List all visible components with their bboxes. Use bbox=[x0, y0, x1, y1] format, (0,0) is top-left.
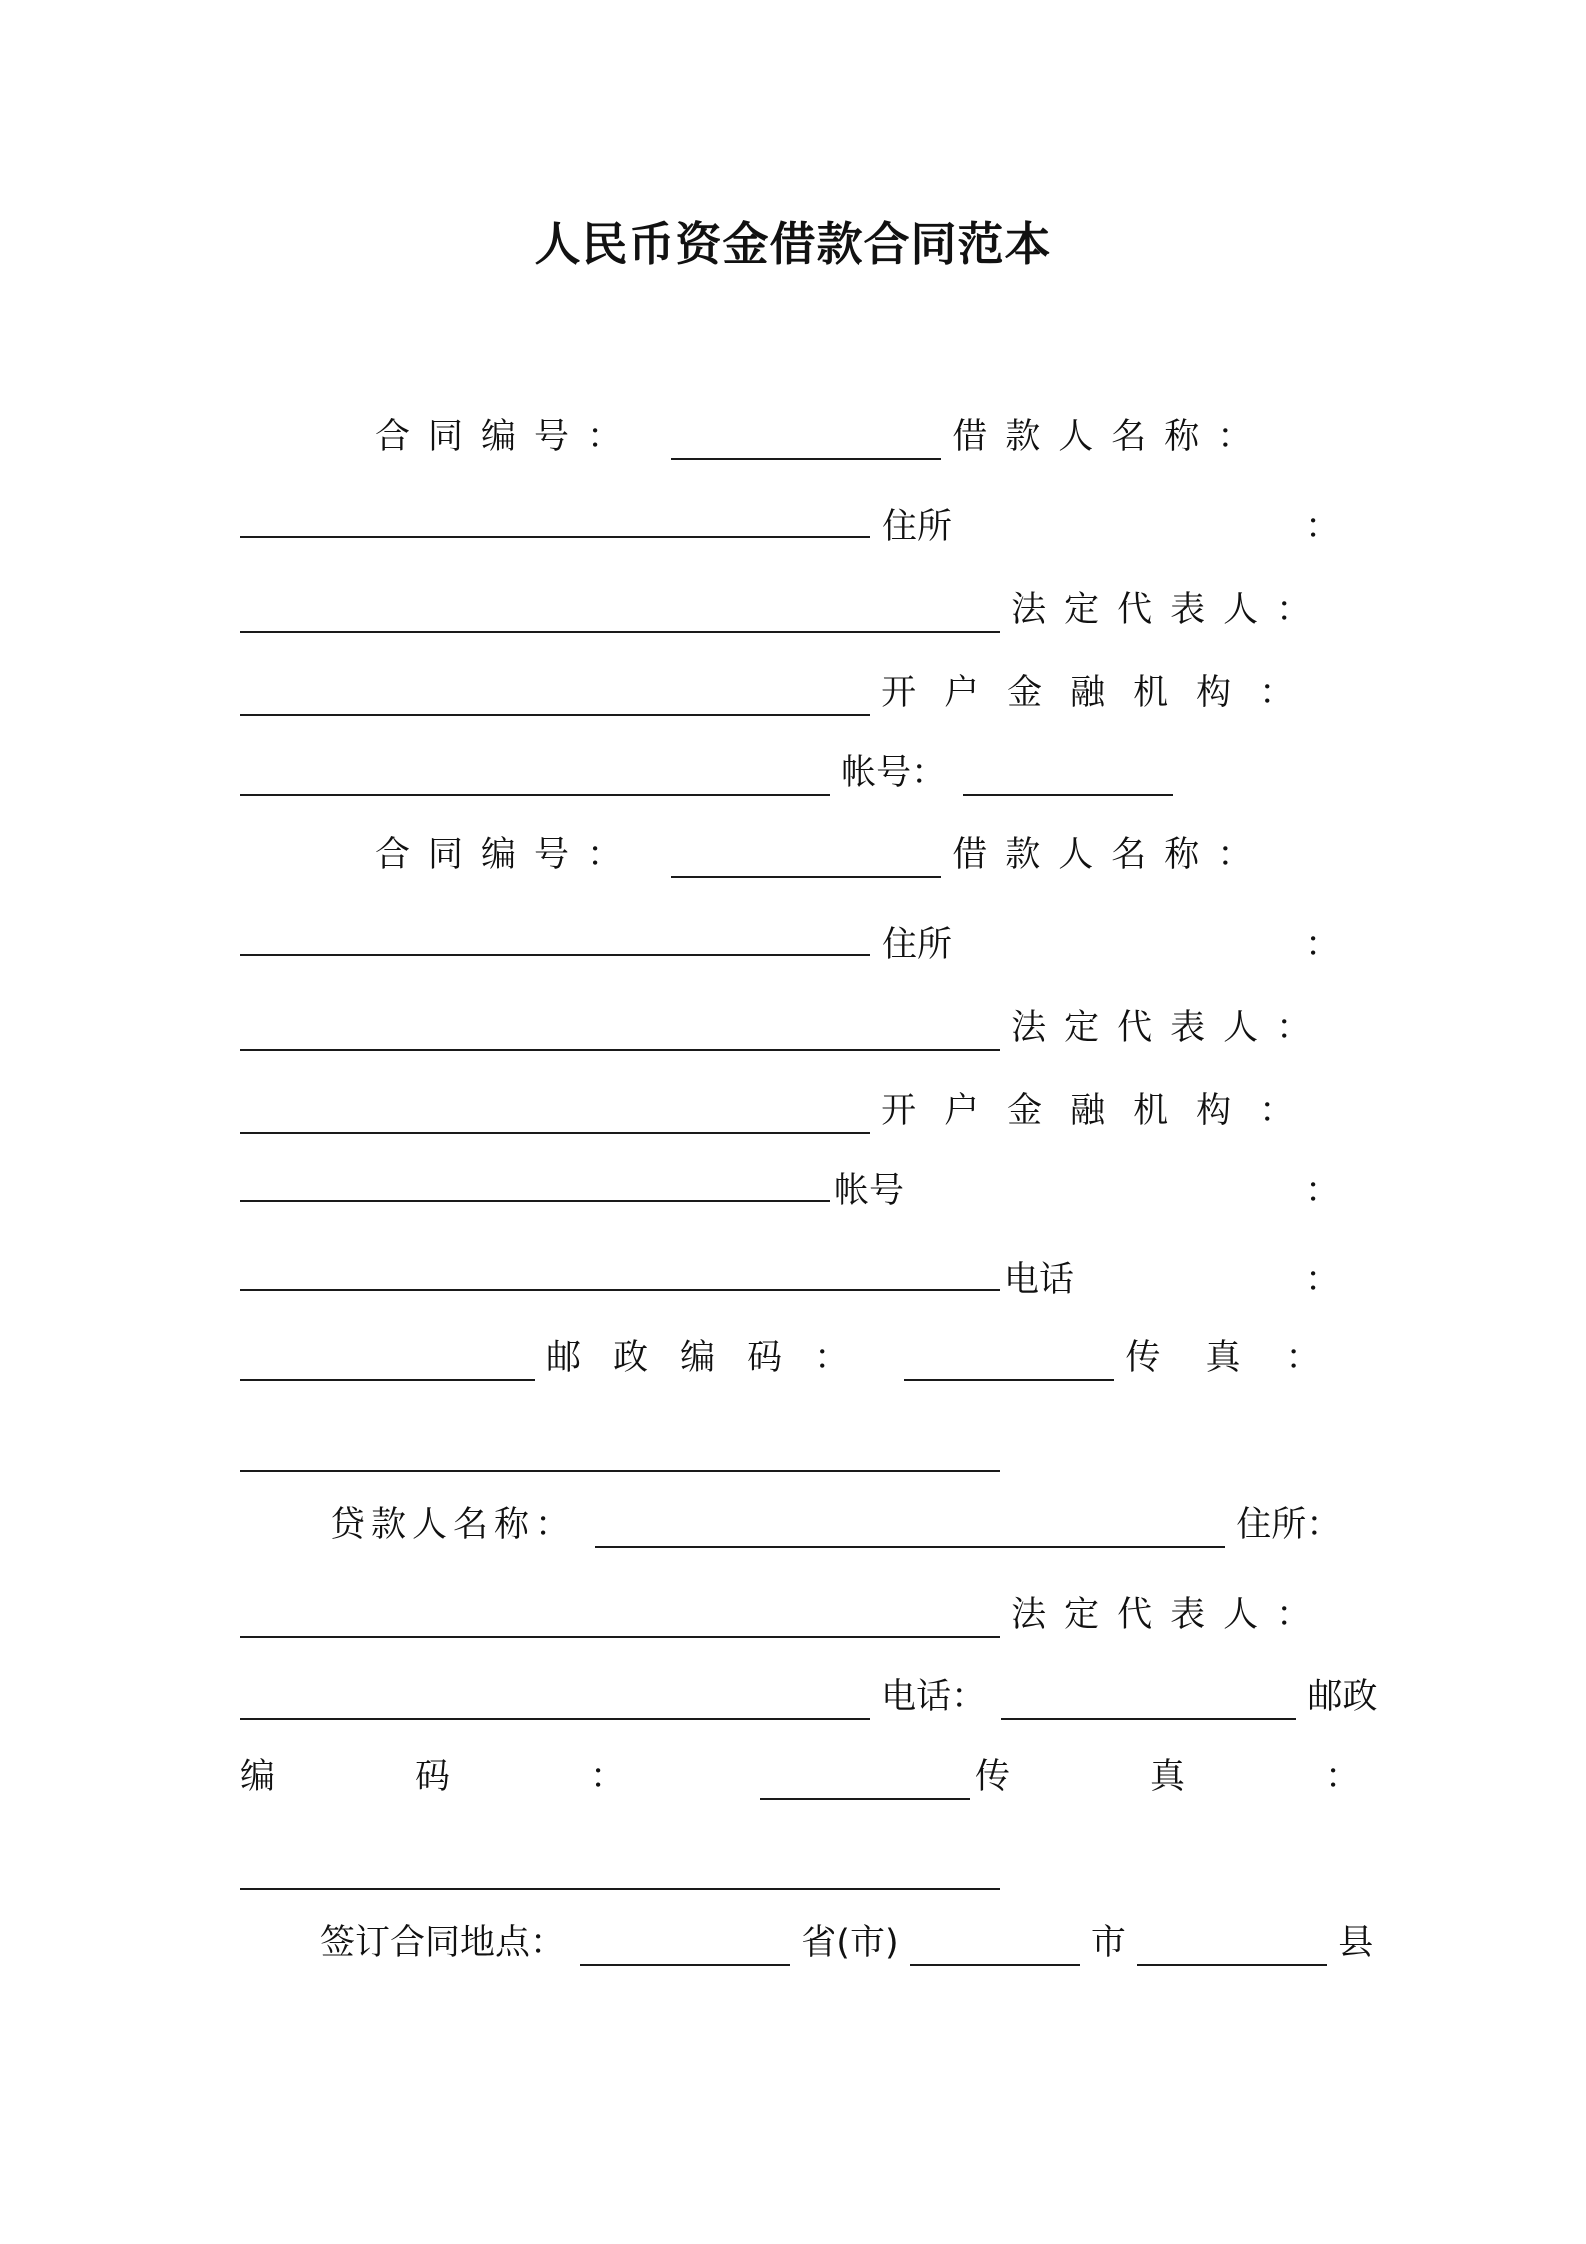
borrower-name-label-2: 借款人名称： bbox=[952, 835, 1271, 875]
row-bank-1 bbox=[240, 668, 1340, 718]
postcode-field-2[interactable] bbox=[904, 1345, 1114, 1381]
row-legal-rep-2 bbox=[240, 1003, 1340, 1053]
document-title: 人民币资金借款合同范本 bbox=[534, 217, 1052, 271]
city-field[interactable] bbox=[910, 1930, 1080, 1966]
lender-phone-label: 电话： bbox=[881, 1677, 987, 1717]
address-label: 住所 bbox=[882, 507, 953, 547]
phone-field-2[interactable] bbox=[240, 1345, 535, 1381]
lender-legal-rep-label: 法定代表人： bbox=[1011, 1595, 1330, 1635]
bank-label-2: 开户金融机构： bbox=[881, 1091, 1323, 1131]
lender-postcode-colon: ： bbox=[590, 1757, 626, 1797]
row-account-1 bbox=[240, 748, 1340, 798]
row-lender-phone bbox=[240, 1672, 1378, 1722]
row-contract-no-1 bbox=[240, 412, 1340, 462]
postcode-label-2: 邮政编码： bbox=[546, 1338, 882, 1378]
lender-fax-colon: ： bbox=[1325, 1757, 1361, 1797]
row-address-2 bbox=[240, 920, 1340, 970]
legal-rep-field[interactable] bbox=[240, 680, 870, 716]
lender-fax-label-a: 传 bbox=[975, 1757, 1011, 1797]
bank-field-2[interactable] bbox=[240, 1166, 830, 1202]
row-lender-legal-rep bbox=[240, 1590, 1340, 1640]
row-bank-2 bbox=[240, 1086, 1340, 1136]
lender-phone-field[interactable] bbox=[1001, 1684, 1296, 1720]
phone-colon-2: ： bbox=[1304, 1260, 1340, 1300]
contract-no-label: 合同编号： bbox=[375, 417, 641, 457]
borrower-name-label: 借款人名称： bbox=[952, 417, 1271, 457]
lender-postcode-field[interactable] bbox=[760, 1764, 970, 1800]
row-contract-no-2 bbox=[240, 830, 1340, 880]
lender-address-label: 住所： bbox=[1236, 1505, 1342, 1545]
legal-rep-label: 法定代表人： bbox=[1011, 590, 1330, 630]
county-label: 县 bbox=[1338, 1923, 1374, 1963]
lender-name-label: 贷款人名称： bbox=[330, 1505, 577, 1545]
signing-place-label: 签订合同地点： bbox=[320, 1923, 566, 1963]
bank-field[interactable] bbox=[240, 760, 830, 796]
address-colon-2: ： bbox=[1304, 925, 1340, 965]
row-account-2 bbox=[240, 1166, 1340, 1216]
account-label: 帐号： bbox=[841, 753, 947, 793]
account-field[interactable] bbox=[963, 760, 1173, 796]
contract-no-field-2[interactable] bbox=[671, 842, 941, 878]
legal-rep-label-2: 法定代表人： bbox=[1011, 1008, 1330, 1048]
account-field-2[interactable] bbox=[240, 1255, 1000, 1291]
lender-legal-rep-field[interactable] bbox=[240, 1684, 870, 1720]
account-colon-2: ： bbox=[1304, 1171, 1340, 1211]
row-legal-rep-1 bbox=[240, 585, 1340, 635]
row-postcode-fax-2 bbox=[240, 1333, 1366, 1383]
lender-postcode-label-a: 邮政 bbox=[1307, 1677, 1378, 1717]
lender-address-field[interactable] bbox=[240, 1602, 1000, 1638]
province-field[interactable] bbox=[580, 1930, 790, 1966]
row-phone-2 bbox=[240, 1255, 1340, 1305]
lender-postcode-label-b: 编 bbox=[240, 1757, 276, 1797]
row-lender-name bbox=[240, 1500, 1340, 1550]
fax-field-2[interactable] bbox=[240, 1436, 1000, 1472]
contract-no-field[interactable] bbox=[671, 424, 941, 460]
county-field[interactable] bbox=[1137, 1930, 1327, 1966]
row-lender-postcode-fax bbox=[240, 1752, 1361, 1802]
address-field[interactable] bbox=[240, 597, 1000, 633]
borrower-name-field[interactable] bbox=[240, 502, 870, 538]
address-colon: ： bbox=[1304, 507, 1340, 547]
account-label-2: 帐号 bbox=[834, 1171, 905, 1211]
phone-label-2: 电话 bbox=[1004, 1260, 1075, 1300]
province-label: 省(市) bbox=[801, 1923, 899, 1963]
lender-fax-label-b: 真 bbox=[1150, 1757, 1186, 1797]
row-signing-place bbox=[240, 1918, 1374, 1968]
legal-rep-field-2[interactable] bbox=[240, 1098, 870, 1134]
row-fax-field-2 bbox=[240, 1424, 1340, 1474]
address-label-2: 住所 bbox=[882, 925, 953, 965]
address-field-2[interactable] bbox=[240, 1015, 1000, 1051]
lender-name-field[interactable] bbox=[595, 1512, 1225, 1548]
row-address-1 bbox=[240, 502, 1340, 552]
lender-fax-field[interactable] bbox=[240, 1854, 1000, 1890]
lender-postcode-label-c: 码 bbox=[415, 1757, 451, 1797]
bank-label: 开户金融机构： bbox=[881, 673, 1323, 713]
contract-no-label-2: 合同编号： bbox=[375, 835, 641, 875]
row-lender-fax-field bbox=[240, 1842, 1340, 1892]
city-label: 市 bbox=[1090, 1923, 1126, 1963]
fax-label-2: 传真： bbox=[1125, 1338, 1366, 1378]
borrower-name-field-2[interactable] bbox=[240, 920, 870, 956]
